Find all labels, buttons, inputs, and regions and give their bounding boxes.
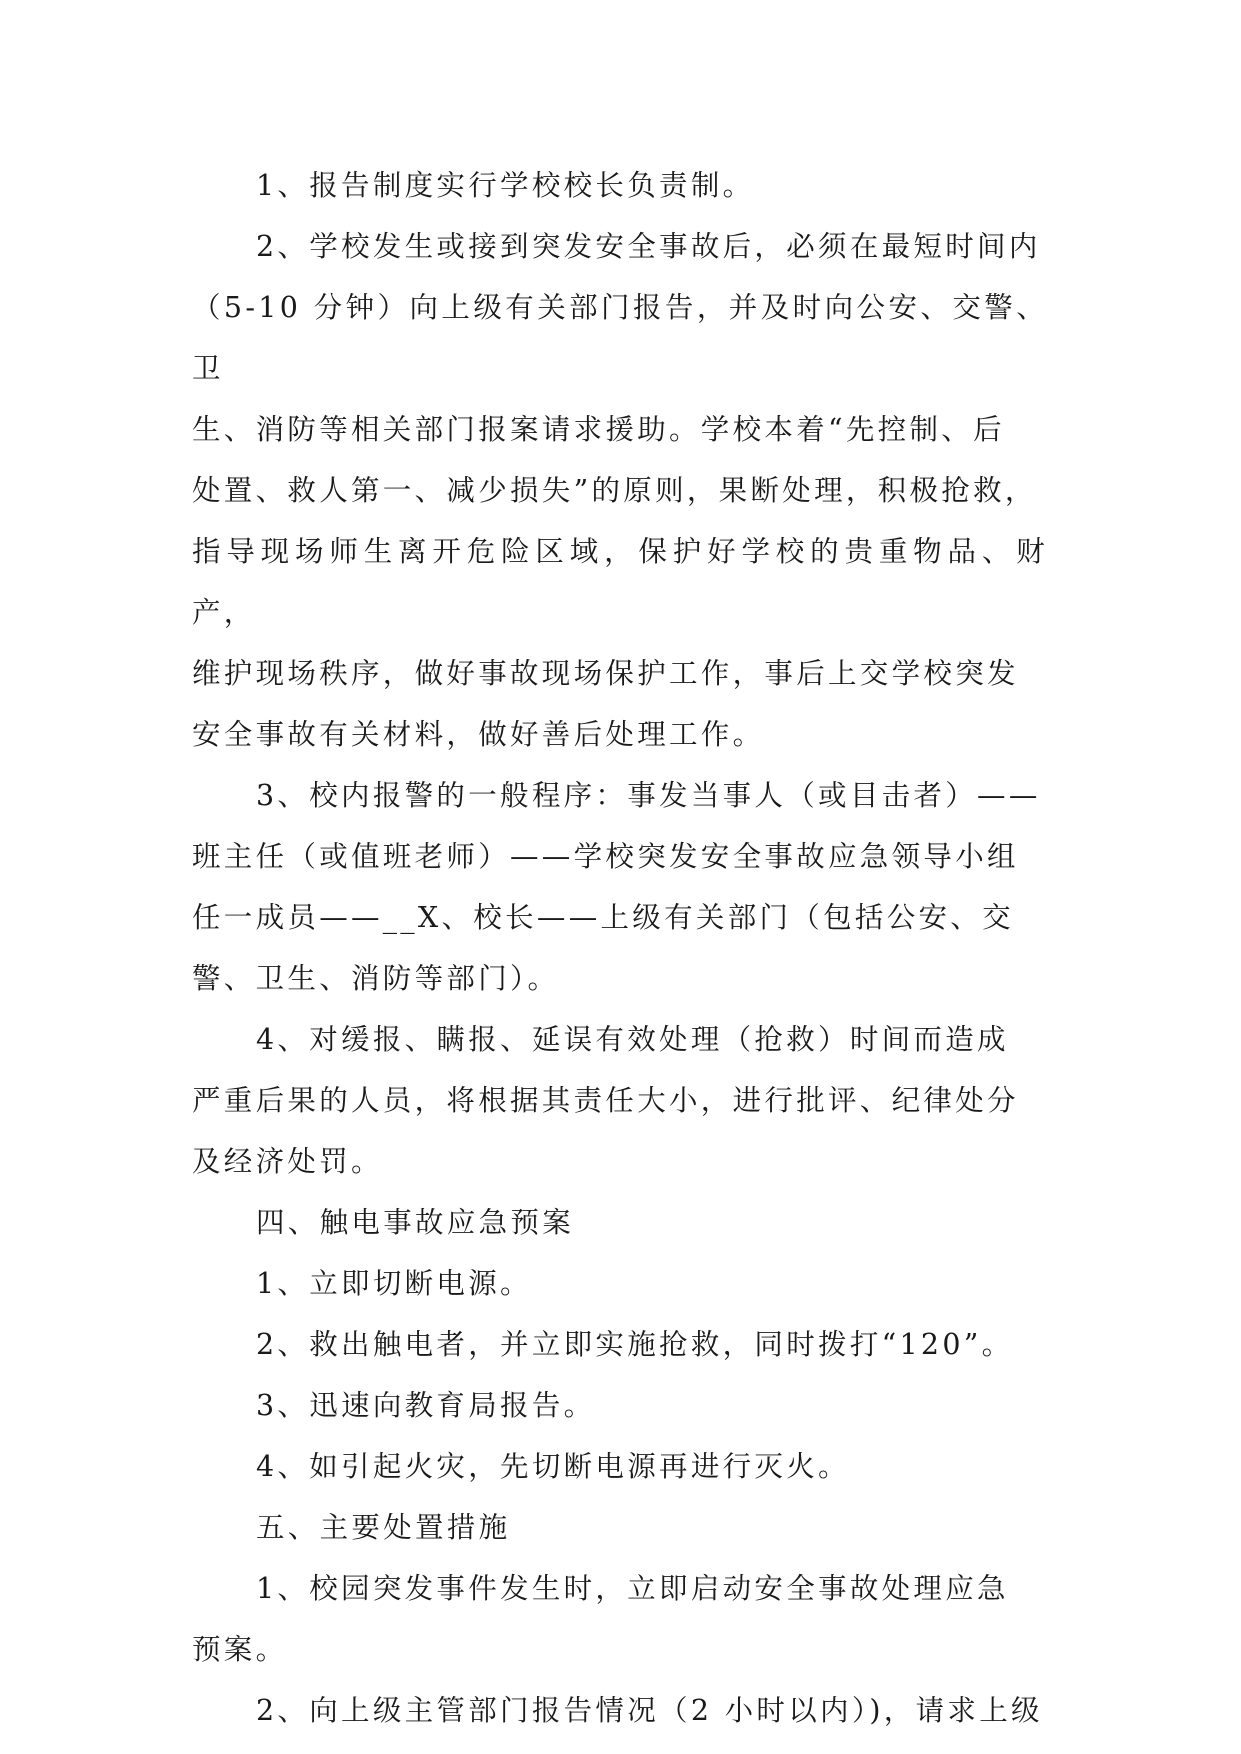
text-line: 处置、救人第一、减少损失”的原则，果断处理，积极抢救，	[192, 474, 1037, 507]
paragraph-alarm-procedure	[192, 765, 1048, 1009]
text-line: 3、校内报警的一般程序：事发当事人（或目击者）——	[256, 779, 1041, 812]
text-line: 警、卫生、消防等部门）。	[192, 962, 560, 995]
list-item	[192, 1314, 1048, 1375]
section-heading-electric-shock	[192, 1192, 1048, 1253]
text-line: 严重后果的人员，将根据其责任大小，进行批评、纪律处分	[192, 1084, 1019, 1117]
list-item	[192, 1436, 1048, 1497]
document-body	[192, 155, 1048, 1741]
text-line: 2、学校发生或接到突发安全事故后，必须在最短时间内	[256, 230, 1041, 263]
text-line: 1、立即切断电源。	[256, 1267, 532, 1300]
section-heading-main-measures	[192, 1497, 1048, 1558]
text-line: 3、迅速向教育局报告。	[256, 1389, 596, 1422]
text-line: （5-10 分钟）向上级有关部门报告，并及时向公安、交警、卫	[192, 291, 1048, 385]
list-item	[192, 1375, 1048, 1436]
text-line: 1、校园突发事件发生时，立即启动安全事故处理应急	[256, 1572, 1009, 1605]
text-line: 生、消防等相关部门报案请求援助。学校本着“先控制、后	[192, 413, 1005, 446]
text-line: 指导现场师生离开危险区域，保护好学校的贵重物品、财产，	[192, 535, 1048, 629]
text-line: 1、报告制度实行学校校长负责制。	[256, 169, 755, 202]
text-line: 预案。	[192, 1633, 288, 1666]
text-line: 2、向上级主管部门报告情况（2 小时以内）)，请求上级	[256, 1694, 1043, 1727]
text-line: 班主任（或值班老师）——学校突发安全事故应急领导小组	[192, 840, 1019, 873]
text-line: 4、对缓报、瞒报、延误有效处理（抢救）时间而造成	[256, 1023, 1009, 1056]
text-line: 五、主要处置措施	[256, 1511, 511, 1544]
text-line: 四、触电事故应急预案	[256, 1206, 575, 1239]
list-item	[192, 1558, 1048, 1680]
text-line: 2、救出触电者，并立即实施抢救，同时拨打“120”。	[256, 1328, 1014, 1361]
text-line: 任一成员——__X、校长——上级有关部门（包括公安、交	[192, 901, 1014, 934]
text-line: 及经济处罚。	[192, 1145, 383, 1178]
paragraph-penalties	[192, 1009, 1048, 1192]
text-line: 维护现场秩序，做好事故现场保护工作，事后上交学校突发	[192, 657, 1019, 690]
text-line: 安全事故有关材料，做好善后处理工作。	[192, 718, 765, 751]
list-item	[192, 1680, 1048, 1741]
text-line: 4、如引起火灾，先切断电源再进行灭火。	[256, 1450, 850, 1483]
list-item	[192, 1253, 1048, 1314]
paragraph-report-procedure	[192, 216, 1048, 765]
paragraph-report-responsibility	[192, 155, 1048, 216]
